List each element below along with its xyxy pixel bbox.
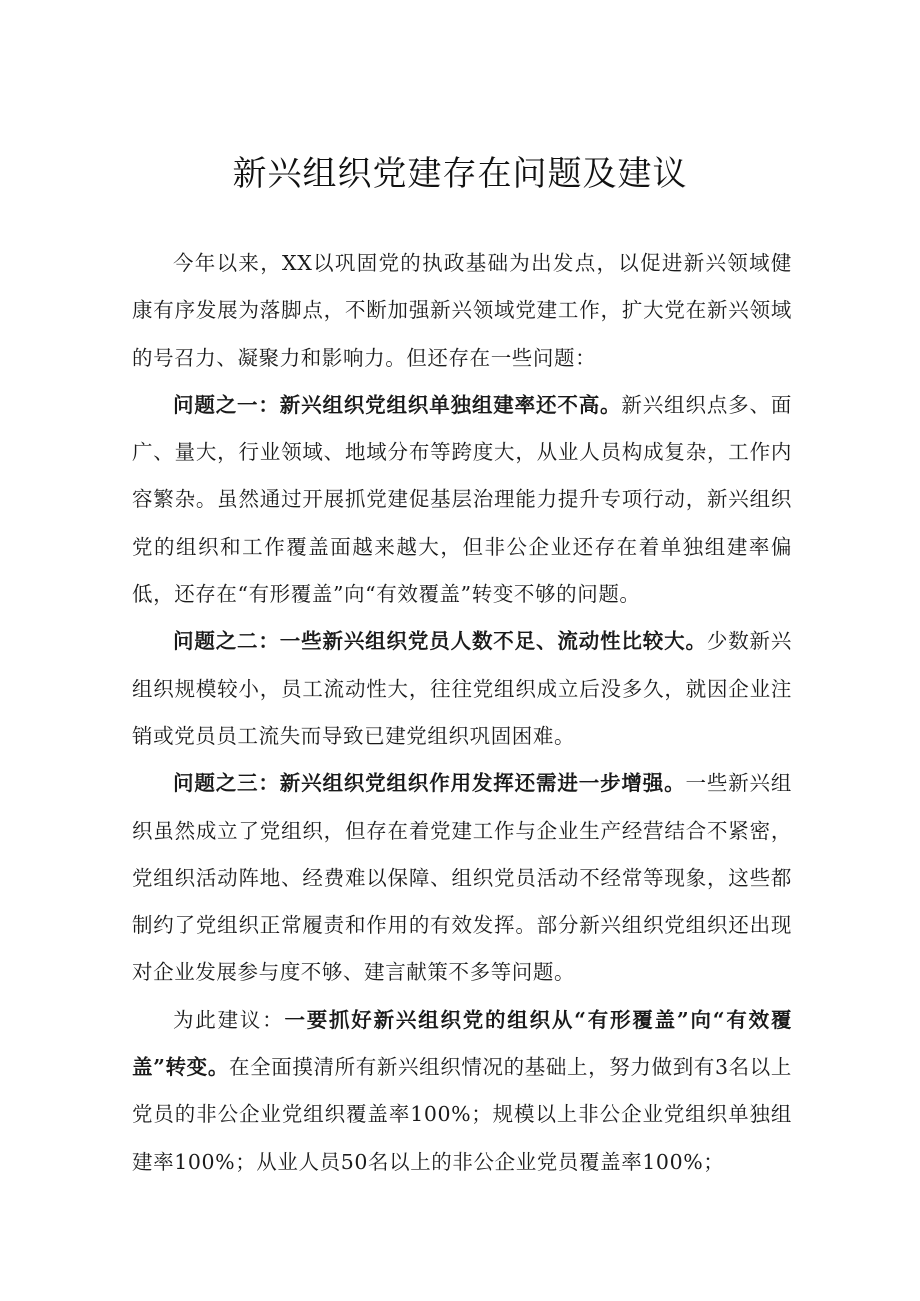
paragraph-prefix: 为此建议： bbox=[173, 1007, 285, 1032]
paragraph-text: 少数新兴组织规模较小，员工流动性大，往往党组织成立后没多久，就因企业注销或党员员工流失而导致已建党组织巩固困难。 bbox=[132, 629, 793, 748]
paragraph-text: 在全面摸清所有新兴组织情况的基础上，努力做到有3名以上党员的非公企业党组织覆盖率100%；规模以上非公企业党组织单独组建率100%；从业人员50名以上的非公企业党员覆盖率100%； bbox=[132, 1055, 792, 1174]
paragraph-text: 新兴组织点多、面广、量大，行业领域、地域分布等跨度大，从业人员构成复杂，工作内容繁杂。虽然通过开展抓党建促基层治理能力提升专项行动，新兴组织党的组织和工作覆盖面越来越大，但非公企业还存在着单独组建率偏低，还存在“有形覆盖”向“有效覆盖”转变不够的问题。 bbox=[132, 392, 792, 607]
paragraph-heading: 问题之二：一些新兴组织党员人数不足、流动性比较大。 bbox=[173, 629, 707, 654]
paragraph-heading: 问题之三：新兴组织党组织作用发挥还需进一步增强。 bbox=[173, 771, 686, 796]
paragraph-problem-2 bbox=[132, 618, 792, 760]
paragraph-intro bbox=[132, 240, 792, 382]
paragraph-heading: 一要抓好新兴组织党的组织从“有形覆盖”向“有效覆盖”转变。 bbox=[132, 1007, 792, 1080]
paragraph-problem-1 bbox=[132, 382, 792, 618]
paragraph-text: 一些新兴组织虽然成立了党组织，但存在着党建工作与企业生产经营结合不紧密，党组织活动阵地、经费难以保障、组织党员活动不经常等现象，这些都制约了党组织正常履责和作用的有效发挥。部分新兴组织党组织还出现对企业发展参与度不够、建言献策不多等问题。 bbox=[132, 771, 792, 985]
paragraph-text: 今年以来，XX以巩固党的执政基础为出发点，以促进新兴领域健康有序发展为落脚点，不断加强新兴领域党建工作，扩大党在新兴领域的号召力、凝聚力和影响力。但还存在一些问题： bbox=[132, 251, 792, 370]
paragraph-problem-3 bbox=[132, 760, 792, 996]
document-title: 新兴组织党建存在问题及建议 bbox=[232, 154, 688, 194]
paragraph-heading: 问题之一：新兴组织党组织单独组建率还不高。 bbox=[173, 392, 622, 417]
paragraph-suggestion bbox=[132, 997, 792, 1186]
document-body bbox=[132, 240, 792, 1186]
